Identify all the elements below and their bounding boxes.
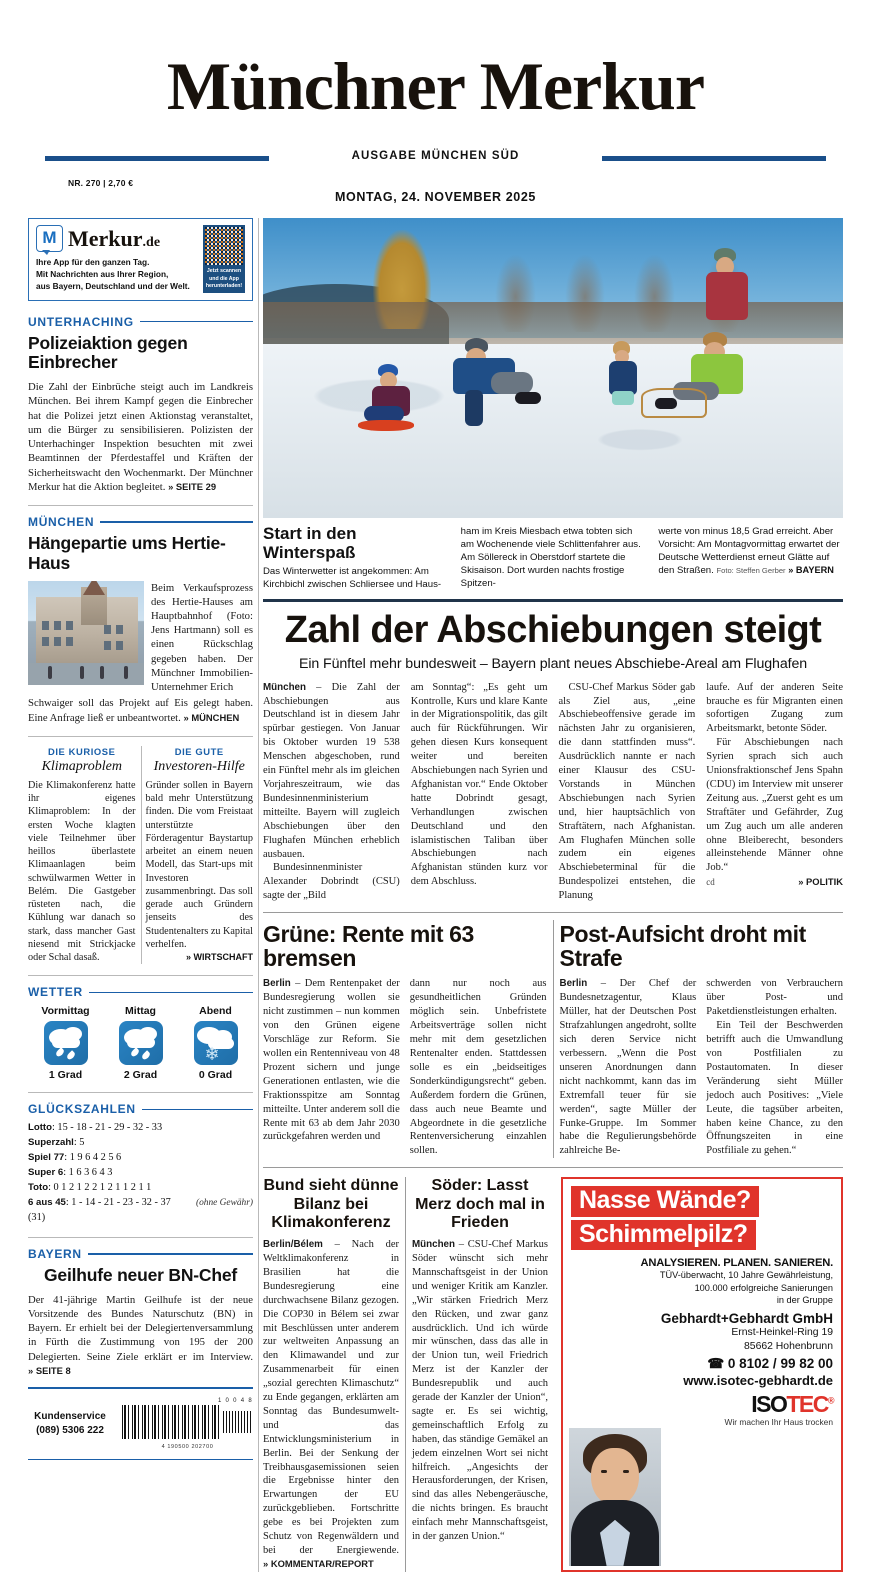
service-text [28, 1410, 112, 1438]
caption-col-1 [263, 525, 448, 591]
divider-blue-2 [28, 1459, 253, 1461]
lead-credit: cd [706, 877, 715, 888]
lottery-label: 6 aus 45 [28, 1196, 66, 1208]
newspaper-title: Münchner Merkur [166, 48, 705, 124]
lead-para-6: Für Abschiebungen nach Syrien sprach sich auch Unionsfraktionschef Jens Spahn (CDU) im Interview mit unserer Zeitung aus. „Zuerst geht es um Straftäter und Gefährder, Zug um Zug auch um alle anderen ohne Bleiberecht, besonders alleinstehende Männer ohne Job.“ [706, 737, 843, 874]
divider-3 [28, 975, 253, 976]
dateline-place: München [263, 681, 306, 693]
sub-para [263, 977, 400, 1144]
rain-cloud-icon [119, 1021, 163, 1065]
issue-number: NR. 270 | 2,70 € [68, 178, 134, 188]
bottom-row [263, 1177, 843, 1572]
promo-brand-suffix: .de [142, 234, 161, 250]
kicker-bayern [28, 1247, 253, 1261]
para-text: – Die Zahl der Abschiebungen aus Deutschland ist in diesem Jahr spürbar gestiegen. Von Januar bis Oktober wurden 19 538 Menschen abgeschoben, rund ein Fünftel mehr als im gleichen Vorjahreszeitraum, wie das Bundesinnenministerium mitteilte. Bayern will zugleich Abschiebungen über den Flughafen München erheblich ausbauen. [263, 681, 400, 860]
lottery-row [28, 1151, 253, 1166]
dateline-place: Berlin/Bélem [263, 1239, 323, 1250]
body-muenchen-full [28, 696, 253, 724]
bottom-story-soeder[interactable] [412, 1177, 548, 1572]
caption-col-2 [461, 525, 646, 591]
lottery-value: : 5 [73, 1137, 85, 1149]
mini-kuriose[interactable] [28, 746, 136, 965]
teaser-unterhaching[interactable] [28, 315, 253, 494]
title-kuriose: Klimaproblem [41, 758, 122, 774]
teaser-muenchen[interactable] [28, 515, 253, 725]
snow-cloud-icon: ❄ [194, 1021, 238, 1065]
promo-line-1: Ihre App für den ganzen Tag. [36, 257, 150, 267]
weather-temp: 0 Grad [198, 1069, 233, 1082]
app-promo-box[interactable] [28, 218, 253, 301]
lottery-label: Toto [28, 1182, 49, 1194]
hertie-haus-photo [28, 581, 144, 685]
bottom-body-klima [263, 1238, 399, 1572]
ad-portrait-photo [569, 1428, 661, 1566]
dateline-place: Berlin [559, 978, 588, 990]
caption-col-3 [658, 525, 843, 591]
column-divider [253, 218, 263, 1572]
lead-para-4: CSU-Chef Markus Söder gab als Ziel aus, „eine Abschiebeoffensive gerade im nächsten Jahr zu organisieren, die dann stattfinden muss“. Ausdrücklich nannte er nach einer Klausur des CSU-Vorstands in München Abschiebungen nach Syrien und, hier hauptsächlich von Straftätern, nach Afghanistan. Am Flughafen München solle zudem ein eigenes Abschiebeterminal für die Bundespolizei entstehen, die Planung [558, 681, 696, 902]
lead-col-4 [706, 681, 843, 904]
ad-claim: ANALYSIEREN. PLANEN. SANIEREN. [640, 1257, 833, 1270]
kicker-label: UNTERHACHING [28, 314, 134, 329]
sub-para: dann nur noch aus gesundheitlichen Gründen möglich sein. Unbefristete Arbeitsverträge sollen nicht mehr mit dem gesetzlichen Rentenalter enden. Stattdessen solle es ein „beidseitiges Sonderkündigungsrecht“ geben. Außerdem fordern die Grünen, dass auch neue Beamte und Abgeordnete in die gesetzliche Rentenversicherung einzahlen sollen. [409, 978, 547, 1157]
weather-temp: 2 Grad [123, 1069, 158, 1082]
kicker-unterhaching [28, 315, 253, 329]
sub-para-b: Ein Teil der Beschwerden betrifft auch die Umwandlung von Postfilialen zu Postautomaten. In dieser Veränderung sieht Müller jedoch auch Positives: „Viele Leute, die tagsüber arbeiten, haben keine Chance, zu den Öffnungszeiten in eine Postfiliale zu gehen.“ [706, 1020, 843, 1157]
barcode-addon-icon [223, 1411, 253, 1433]
body-unterhaching [28, 380, 253, 494]
lead-col-2 [411, 681, 548, 904]
lottery-row [28, 1166, 253, 1181]
qr-wrap[interactable] [203, 225, 245, 293]
divider-4 [28, 1092, 253, 1093]
divider-blue [28, 1387, 253, 1389]
sub-post-col-1 [560, 977, 697, 1158]
lead-para-2: Bundesinnenminister Alexander Dobrindt (CSU) sagte der „Bild [263, 862, 400, 902]
sub-story-post[interactable] [560, 922, 844, 1158]
lead-para-3: am Sonntag“: „Es geht um Kontrolle, Kurs und klare Kante in der Migrationspolitik, das gilt auch für Rückführungen. Wir gehen diesen Kurs konsequent weiter und bereiten Abschiebungen nach Syrien und Afghanistan vor.“ Ende Oktober hatte Dobrindt gesagt, Verhandlungen zwischen Deutschland und den islamistischen Taliban über Abschiebungen nach Afghanistan stünden kurz vor dem Abschluss. [410, 681, 548, 888]
ad-tagline: Wir machen Ihr Haus trocken [724, 1416, 833, 1427]
logo-part-c: TEC [786, 1390, 828, 1417]
lead-ref[interactable]: » POLITIK [798, 876, 843, 888]
caption-text-3 [658, 525, 843, 577]
ad-phone[interactable]: ☎ 0 8102 / 99 82 00 [707, 1355, 833, 1371]
edition-label: AUSGABE MÜNCHEN SÜD [351, 150, 520, 162]
ad-line-2: Schimmelpilz? [571, 1220, 756, 1251]
ad-sub-2: 100.000 erfolgreiche Sanierungen [694, 1282, 833, 1293]
para-text: – CSU-Chef Markus Söder wünscht sich mehr Mannschaftsgeist in der Union und weniger Kritik am Kanzler. „Wir stärken Friedrich Merz den Rücken, und zwar ganz ausdrücklich. Und ich würde mir wünschen, dass das alle in der Union tun, weil Friedrich Merz ist der Kanzler der Bundesrepublik und auch gerade der Kanzler der Union“, sagte er. Es sei wichtig, gemeinschaftlich Erfolg zu haben, das ständige Gemäkel an jedem einzelnen Wort sei nicht hilfreich. „Angesichts der Herausforderungen, der Krisen, sind das alles Nebengeräusche, die nichts bringen. Es braucht einfach mehr Mannschaftsgeist, in der ganzen Union.“ [412, 1239, 548, 1543]
promo-brand: Merkur [68, 225, 143, 251]
body-muenchen-wrap: Beim Verkaufsprozess des Hertie-Hauses am Hauptbahnhof (Foto: Jens Hartmann) soll es einen Rückschlag gegeben haben. Der Münchner Immobilien-Unternehmer Erich [151, 581, 253, 694]
headline-bayern[interactable]: Geilhufe neuer BN-Chef [44, 1264, 237, 1285]
caption-title: Start in den Winterspaß [263, 524, 357, 562]
lottery-label: Superzahl [28, 1137, 74, 1149]
sub-para: schwerden von Verbrauchern über Post- und Paketdienstleistungen erhalten. [706, 978, 843, 1018]
lottery-row [28, 1136, 253, 1151]
sub-gruene-col-2 [410, 977, 547, 1158]
weather-label: Abend [199, 1005, 232, 1018]
body-text: Die Zahl der Einbrüche steigt auch im Landkreis München. Bei ihrem Kampf gegen die Einbrecher hat die Polizei jetzt einen Aktionstag veranstaltet, um die Bürger zu sensibilisieren. Polizisten der Unterhachinger Inspektion besuchten mit zwei Beamtinnen der Pferdestaffel und Kräften der Sicherheitswacht den Wochenmarkt. Der Münchner Merkur hat die Aktion begleitet. [28, 381, 253, 493]
page-content [28, 218, 843, 1572]
kicker-wetter [28, 985, 253, 999]
ref-gute[interactable]: » WIRTSCHAFT [186, 952, 253, 963]
service-phone[interactable]: (089) 5306 222 [36, 1424, 104, 1436]
promo-line-3: aus Bayern, Deutschland und der Welt. [36, 280, 190, 291]
bottom-headline-klima[interactable]: Bund sieht dünne Bilanz bei Klimakonferenz [263, 1177, 399, 1231]
bottom-body-soeder [412, 1238, 548, 1544]
logo-part-a: IS [751, 1390, 770, 1417]
lead-col-3 [559, 681, 696, 904]
promo-line-2: Mit Nachrichten aus Ihrer Region, [36, 268, 169, 279]
ad-city: 85662 Hohenbrunn [744, 1341, 833, 1353]
teaser-bayern[interactable] [28, 1247, 253, 1378]
advertisement-isotec[interactable] [561, 1177, 843, 1572]
lottery-row [28, 1121, 253, 1136]
hertie-wrap [28, 581, 253, 695]
dateline-place: Berlin [263, 978, 291, 990]
masthead-rule [40, 150, 831, 188]
kicker-muenchen [28, 515, 253, 529]
rain-cloud-icon [44, 1021, 88, 1065]
kicker-label: WETTER [28, 985, 83, 1000]
kicker-kuriose: DIE KURIOSE [47, 745, 116, 757]
lead-subheadline: Ein Fünftel mehr bundesweit – Bayern plant neues Abschiebe-Areal am Flughafen [298, 655, 808, 672]
customer-service-block [28, 1398, 253, 1450]
lottery-label: Spiel 77 [28, 1152, 65, 1164]
mini-columns [28, 746, 253, 965]
weather-temp: 1 Grad [48, 1069, 83, 1082]
lottery-label: Super 6 [28, 1167, 64, 1179]
sub-story-gruene[interactable] [263, 922, 547, 1158]
ad-website[interactable]: www.isotec-gebhardt.de [683, 1372, 833, 1388]
left-rail [28, 218, 253, 1572]
headline-muenchen[interactable]: Hängepartie ums Hertie-Haus [28, 533, 226, 573]
sub-headline-gruene[interactable]: Grüne: Rente mit 63 bremsen [263, 921, 474, 972]
weather-label: Mittag [125, 1005, 156, 1018]
title-gute: Investoren-Hilfe [153, 758, 245, 774]
figure-child-red-sled [362, 362, 449, 470]
lottery-row [28, 1196, 253, 1226]
lead-para-5: laufe. Auf der anderen Seite brauche es für Migranten einen sofortigen Zugang zum Arbeitsmarkt, betonte Söder. [706, 681, 843, 735]
para-text: – Dem Rentenpaket der Bundesregierung wollen sie nicht zustimmen – nun kommen von den Grünen eigene Vorschläge zur Reform. Sie wollen ein Rentenniveau von 48 Prozent sichern und junge Generationen entlasten, wie die Fraktionsspitze am Sonntag mitteilte. Unter anderem soll die Rente mit 63 ab dem Jahr 2030 zurückgefahren werden und [263, 978, 400, 1143]
lottery-label: Lotto [28, 1122, 52, 1134]
service-label: Kundenservice [34, 1410, 106, 1422]
lottery-module [28, 1102, 253, 1225]
advertisement-cell [561, 1177, 843, 1572]
ad-sub-1: TÜV-überwacht, 10 Jahre Gewährleistung, [659, 1270, 833, 1281]
lottery-value: : 1 9 6 4 2 5 6 [64, 1152, 122, 1164]
lead-headline[interactable]: Zahl der Abschiebungen steigt [284, 608, 822, 651]
sub-headline-post[interactable]: Post-Aufsicht droht mit Strafe [559, 921, 806, 972]
weather-slot-mittag [107, 1005, 175, 1081]
lead-columns [263, 681, 843, 904]
figure-man-green-jacket [669, 332, 785, 470]
kicker-label: MÜNCHEN [28, 515, 95, 529]
sub-para [560, 977, 697, 1158]
ad-line-1: Nasse Wände? [571, 1186, 759, 1217]
lead-para-1 [263, 681, 400, 862]
lottery-value: : 0 1 2 1 2 2 1 2 1 1 2 1 1 [48, 1182, 152, 1194]
weather-row [28, 1005, 253, 1081]
ad-sub-3: in der Gruppe [776, 1294, 833, 1305]
ref-bayern[interactable]: » SEITE 8 [28, 1364, 71, 1376]
lead-col-1 [263, 681, 400, 904]
barcode-wrap [122, 1398, 253, 1450]
body-text: Schwaiger soll das Projekt auf Eis gelegt haben. Eine Anfrage ließ er unbeantwortet. [28, 697, 253, 724]
kicker-label: BAYERN [28, 1246, 82, 1261]
mini-gute[interactable] [146, 746, 254, 965]
merkur-wordmark [68, 225, 161, 251]
bottom-para [263, 1238, 399, 1572]
photo-tower [81, 587, 107, 625]
weather-slot-abend [182, 1005, 250, 1081]
isotec-logo [571, 1390, 833, 1417]
divider-2 [28, 736, 253, 737]
section-rule-mid [263, 912, 843, 913]
weather-module [28, 985, 253, 1081]
body-gute: Gründer sollen in Bayern bald mehr Unterstützung finden. Die vom Freistaat unterstützte Förderagentur Baystartup arbeitet an einem neuen Modell, das Start-ups mit Investoren zusammenbringt. Das soll gerade auch Gründern jenseits des Studentenalters zu Kapital verhelfen. [145, 779, 254, 950]
masthead [0, 0, 871, 204]
divider-5 [28, 1237, 253, 1238]
dateline: MONTAG, 24. NOVEMBER 2025 [335, 190, 536, 204]
section-rule-top [263, 599, 843, 601]
barcode-number: 4 190500 202700 [161, 1443, 214, 1450]
merkur-m-icon [36, 225, 63, 252]
registered-icon: ® [827, 1395, 833, 1406]
weather-slot-vormittag [32, 1005, 100, 1081]
body-text: Der 41-jährige Martin Geilhufe ist der neue Vorsitzende des Bundes Naturschutz (BN) in Bayern. Er erhielt bei der Delegiertenversammlung in Fürth die Zustimmung von 195 der 200 Delegierten. Seine Ziele erklärt er im Interview. [28, 1293, 253, 1363]
bottom-para [412, 1238, 548, 1544]
sub-post-cols [560, 977, 844, 1158]
photo-roof [83, 581, 105, 595]
para-text: – Nach der Weltklimakonferenz in Brasilien hat die Bundesregierung eine durchwachsene Bilanz gezogen. Die COP30 in Bélem sei zwar mit Beschlüssen unter anderem zur weltweiten Anpassung an den Klimawandel und zur Zusammenarbeit für einen „sozial gerechten Klimaschutz“ zu Ende gegangen, erklärten am Sonntag das Bundesumwelt- und das Entwicklungsministerium in Berlin. Bei der Senkung der Treibhausgasemissionen seien die Ergebnisse hinter den Erwartungen der EU zurückgeblieben. Fortschritte gebe es bei Projekten zum Schutz von Regenwäldern und bei der Energiewende. [263, 1239, 399, 1556]
dateline-place: München [412, 1239, 455, 1250]
kicker-gute: DIE GUTE [174, 745, 224, 757]
bottom-story-klima[interactable] [263, 1177, 399, 1572]
sub-gruene-col-1 [263, 977, 400, 1158]
ad-right-block [571, 1257, 833, 1426]
sub-post-col-2 [706, 977, 843, 1158]
lottery-list [28, 1121, 253, 1225]
para-text: – Der Chef der Bundesnetzagentur, Klaus Müller, hat der Deutschen Post Strafzahlungen angedroht, sollte sich deren Service nicht verbessern. „Wenn die Post unseren Anordnungen dann nicht nachkommt, kann das im Extremfall teuer für sie werden“, sagte Müller der Funke-Gruppe. Im Sommer habe die Regulierungsbehörde zahlreiche Be- [559, 978, 697, 1157]
bottom-headline-soeder[interactable]: Söder: Lasst Merz doch mal in Frieden [415, 1177, 545, 1231]
caption-body: werte von minus 18,5 Grad erreicht. Aber Vorsicht: Am Montagvormittag erwartet der Deutsche Wetterdienst erneut Glätte auf den Straßen. [658, 526, 840, 577]
portrait-face [591, 1448, 639, 1506]
promo-lines [36, 257, 197, 292]
figure-adult-blue-jacket [443, 338, 547, 473]
sub-stories [263, 922, 843, 1158]
caption-text-2: ham im Kreis Miesbach etwa tobten sich am Wochenende viele Schlittenfahrer aus. Am Söllereck in Oberstdorf startete die Skisaison. Dort wurden nachts frostige Spitzen- [460, 526, 641, 590]
ad-street: Ernst-Heinkel-Ring 19 [731, 1327, 833, 1339]
ref-unterhaching[interactable]: » SEITE 29 [168, 480, 217, 492]
barcode-icon [122, 1405, 220, 1439]
lottery-disclaimer: (ohne Gewähr) [195, 1197, 253, 1208]
lead-endline [706, 876, 843, 889]
weather-label: Vormittag [41, 1005, 90, 1018]
barcode-side-number: 1 0 0 4 8 [217, 1397, 253, 1404]
caption-ref[interactable]: » BAYERN [788, 565, 834, 576]
caption-text-1: Das Winterwetter ist angekommen: Am Kirchbichl zwischen Schliersee und Haus- [263, 566, 442, 591]
bottom-ref-klima[interactable]: » KOMMENTAR/REPORT [263, 1557, 374, 1569]
lottery-value: : 1 - 14 - 21 - 23 - 32 - 37 (31) [28, 1196, 171, 1223]
hero-photo-sledding [263, 218, 843, 518]
qr-caption: Jetzt scannen und die App herunterladen! [203, 267, 245, 293]
section-rule-bottom [263, 1167, 843, 1168]
lottery-value: : 15 - 18 - 21 - 29 - 32 - 33 [51, 1122, 163, 1134]
kicker-glueckszahlen [28, 1102, 253, 1116]
hero-caption [263, 525, 843, 591]
main-column [263, 218, 843, 1572]
divider-1 [28, 505, 253, 506]
promo-logo-row [36, 225, 197, 252]
headline-unterhaching[interactable]: Polizeiaktion gegen Einbrecher [28, 332, 188, 373]
logo-part-b: O [769, 1390, 787, 1417]
body-bayern [28, 1293, 253, 1378]
ref-muenchen[interactable]: » MÜNCHEN [183, 711, 240, 723]
lottery-value: : 1 6 3 6 4 3 [63, 1167, 113, 1179]
kicker-label: GLÜCKSZAHLEN [28, 1102, 136, 1117]
promo-left [36, 225, 197, 292]
photo-credit: Foto: Steffen Gerber [716, 566, 786, 576]
qr-code-icon[interactable] [203, 225, 245, 267]
body-kuriose: Die Klimakonferenz hatte ihr eigenes Klimaproblem: In der ersten Woche klagten viele Teilnehmer über heillos überlastete Klimaanlagen beim schwülwarmen Wetter in Belém. Die Gastgeber rüsteten nach, die Kühlung war danach so stark, dass mancher Gast niesend mit Strickjacke oder Schal dasaß. [28, 779, 136, 964]
lottery-row [28, 1181, 253, 1196]
ad-company: Gebhardt+Gebhardt GmbH [660, 1311, 833, 1327]
sub-gruene-cols [263, 977, 547, 1158]
